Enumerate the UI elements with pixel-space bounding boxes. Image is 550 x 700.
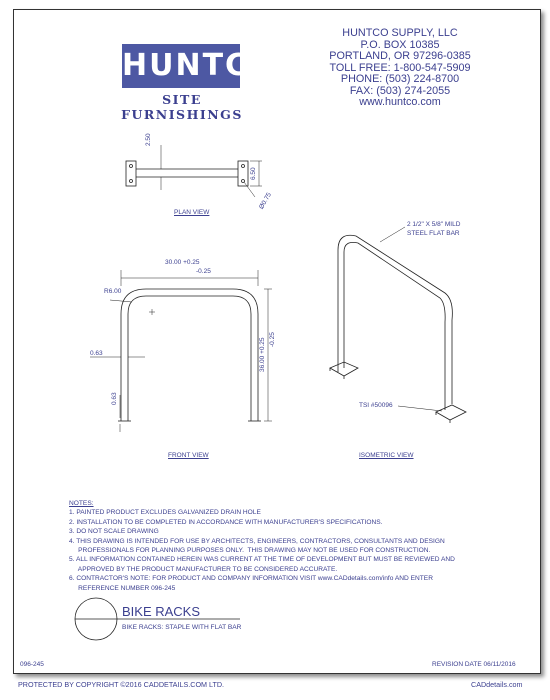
isometric-view-drawing [330,227,466,423]
company-phone: PHONE: (503) 224-8700 [340,73,460,85]
drawing-subtitle: BIKE RACKS: STAPLE WITH FLAT BAR [122,624,242,631]
plan-dim-a: 2.50 [145,133,152,146]
logo-tagline: SITE FURNISHINGS [121,92,243,122]
company-fax: FAX: (503) 274-2055 [349,84,451,97]
company-toll-free: TOLL FREE: 1-800-547-5909 [329,61,471,74]
front-side-dim: 0.63 [90,350,103,357]
plan-view-drawing [126,145,262,197]
reference-number: 096-245 [20,661,44,668]
note-item: 6. CONTRACTOR'S NOTE: FOR PRODUCT AND COMPANY INFORMATION VISIT www.CADdetails.com/info AND ENTER [69,575,433,583]
front-width-dim: 30.00 +0.25 [165,259,200,266]
plan-dim-c: Ø0.75 [258,191,273,211]
front-base-dim: 0.63 [111,392,118,405]
plan-dim-b: 6.50 [250,167,257,180]
front-radius: R6.00 [104,288,122,295]
isometric-view-label: ISOMETRIC VIEW [359,452,414,459]
revision-date: REVISION DATE 06/11/2016 [432,661,516,668]
front-width-tol: -0.25 [196,268,211,275]
drawing-title: BIKE RACKS [122,604,201,619]
front-height-tol: -0.25 [269,332,276,347]
note-item: 1. PAINTED PRODUCT EXCLUDES GALVANIZED DRAIN HOLE [69,509,261,517]
front-view-label: FRONT VIEW [168,452,209,459]
company-name: HUNTCO SUPPLY, LLC [342,27,458,39]
notes-block [69,499,455,593]
company-website: www.huntco.com [359,96,441,108]
iso-material-2: STEEL FLAT BAR [407,230,460,237]
note-item: 2. INSTALLATION TO BE COMPLETED IN ACCORDANCE WITH MANUFACTURER'S SPECIFICATIONS. [69,518,383,526]
note-item: APPROVED BY THE PRODUCT MANUFACTURER TO BE CONSIDERED ACCURATE. [69,565,338,573]
note-item: 4. THIS DRAWING IS INTENDED FOR USE BY ARCHITECTS, ENGINEERS, CONTRACTORS, CONSULTANTS AND DESIGN [69,537,445,545]
notes-heading: NOTES: [69,500,94,507]
note-item: 5. ALL INFORMATION CONTAINED HEREIN WAS CURRENT AT THE TIME OF DEVELOPMENT BUT MUST BE REVIEWED AND [69,556,455,564]
caddetails-link[interactable]: CADdetails.com [471,680,523,689]
note-item: PROFESSIONALS FOR PLANNING PURPOSES ONLY. THIS DRAWING MAY NOT BE USED FOR CONSTRUCTION. [69,547,431,555]
note-item: REFERENCE NUMBER 096-245 [69,584,176,592]
company-city: PORTLAND, OR 97296-0385 [329,50,471,62]
company-po-box: P.O. BOX 10385 [360,38,440,51]
front-height-dim: 36.00 +0.25 [259,337,266,372]
copyright-text: PROTECTED BY COPYRIGHT ©2016 CADDETAILS.COM LTD. [18,680,225,689]
plan-view-label: PLAN VIEW [174,209,210,216]
iso-tsi: TSI #50096 [359,402,393,409]
note-item: 3. DO NOT SCALE DRAWING [69,528,159,536]
huntco-logo: HUNTCO [122,44,240,88]
iso-material-1: 2 1/2" X 5/8" MILD [407,221,461,228]
